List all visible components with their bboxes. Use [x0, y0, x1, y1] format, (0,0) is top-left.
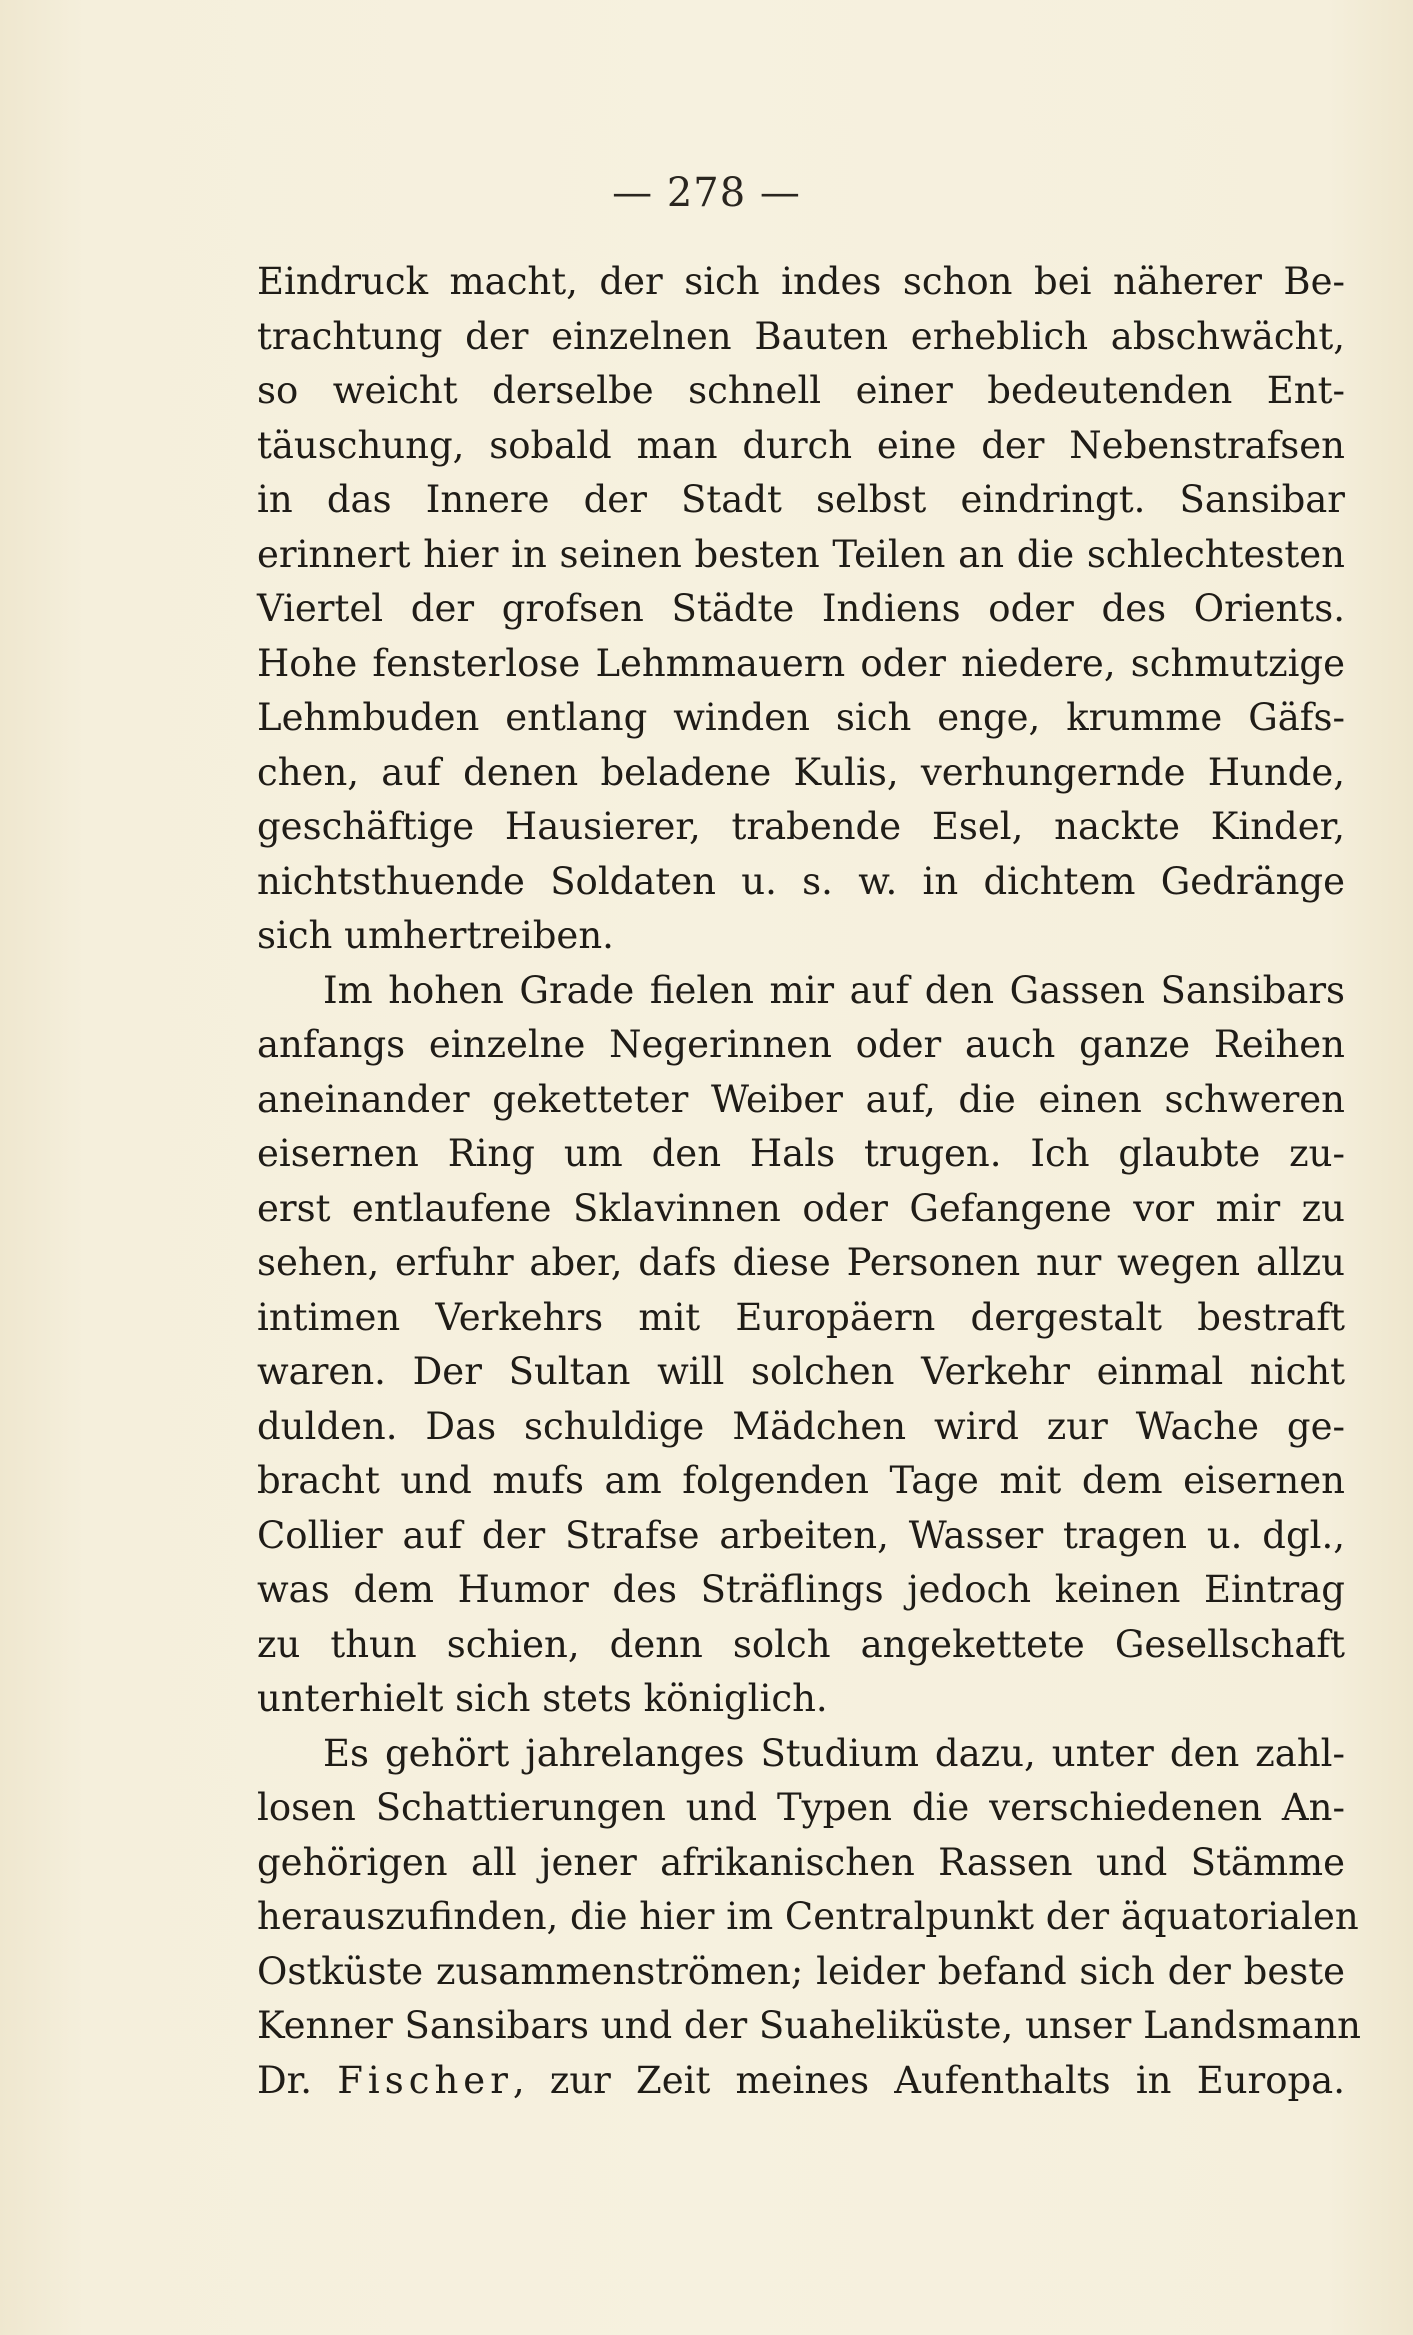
text-line: sehen, erfuhr aber, dafs diese Personen nur wegen allzu — [257, 1241, 1345, 1284]
text-line: dulden. Das schuldige Mädchen wird zur Wache ge- — [257, 1404, 1345, 1448]
paragraph-start-line: Im hohen Grade fielen mir auf den Gassen Sansibars — [323, 968, 1345, 1012]
text-line: intimen Verkehrs mit Europäern dergestalt bestraft — [257, 1295, 1345, 1339]
text-line: in das Innere der Stadt selbst eindringt. Sansibar — [257, 478, 1345, 521]
text-line: Lehmbuden entlang winden sich enge, krumme Gäfs- — [257, 696, 1345, 739]
text-line: so weicht derselbe schnell einer bedeutenden Ent- — [257, 369, 1345, 412]
body-text — [257, 255, 1362, 2108]
text-line: herauszufinden, die hier im Centralpunkt der äquatorialen — [257, 1895, 1359, 1938]
text-line: nichtsthuende Soldaten u. s. w. in dichtem Gedränge — [257, 859, 1345, 903]
text-line: täuschung, sobald man durch eine der Nebenstrafsen — [257, 423, 1345, 467]
text-line: Ostküste zusammenströmen; leider befand sich der beste — [257, 1949, 1345, 1993]
text-line: chen, auf denen beladene Kulis, verhungernde Hunde, — [257, 750, 1345, 794]
spaced-name: Fischer — [337, 2058, 513, 2102]
paragraph-start-line: Es gehört jahrelanges Studium dazu, unter den zahl- — [323, 1731, 1345, 1775]
text-line: anfangs einzelne Negerinnen oder auch ganze Reihen — [257, 1023, 1345, 1066]
text-line: losen Schattierungen und Typen die verschiedenen An- — [257, 1786, 1345, 1829]
text-line: Collier auf der Strafse arbeiten, Wasser tragen u. dgl., — [257, 1513, 1345, 1557]
text-line: trachtung der einzelnen Bauten erheblich abschwächt, — [257, 314, 1345, 358]
text-fragment: , zur Zeit meines Aufenthalts in Europa. — [512, 2058, 1345, 2102]
text-line: eisernen Ring um den Hals trugen. Ich glaubte zu- — [257, 1132, 1345, 1175]
text-line: Eindruck macht, der sich indes schon bei näherer Be- — [257, 260, 1345, 303]
text-line: gehörigen all jener afrikanischen Rassen und Stämme — [257, 1840, 1345, 1884]
text-line: aneinander geketteter Weiber auf, die einen schweren — [257, 1077, 1345, 1121]
text-line: Kenner Sansibars und der Suaheliküste, unser Landsmann — [257, 2004, 1362, 2047]
text-line: was dem Humor des Sträflings jedoch keinen Eintrag — [257, 1568, 1345, 1611]
text-line: waren. Der Sultan will solchen Verkehr einmal nicht — [257, 1350, 1345, 1393]
text-line: Viertel der grofsen Städte Indiens oder des Orients. — [257, 587, 1345, 630]
text-line-with-name — [257, 2054, 1345, 2109]
text-line: zu thun schien, denn solch angekettete Gesellschaft — [257, 1622, 1345, 1666]
text-line: erinnert hier in seinen besten Teilen an die schlechtesten — [257, 532, 1345, 576]
text-line: erst entlaufene Sklavinnen oder Gefangene vor mir zu — [257, 1186, 1345, 1230]
page-number: — 278 — — [612, 170, 801, 216]
paragraph-end-line: unterhielt sich stets königlich. — [257, 1677, 828, 1720]
paragraph-end-line: sich umhertreiben. — [257, 914, 614, 957]
text-line: bracht und mufs am folgenden Tage mit dem eisernen — [257, 1459, 1345, 1502]
text-fragment: Dr. — [257, 2058, 313, 2102]
text-line: Hohe fensterlose Lehmmauern oder niedere, schmutzige — [257, 641, 1345, 685]
text-line: geschäftige Hausierer, trabende Esel, nackte Kinder, — [257, 805, 1345, 848]
